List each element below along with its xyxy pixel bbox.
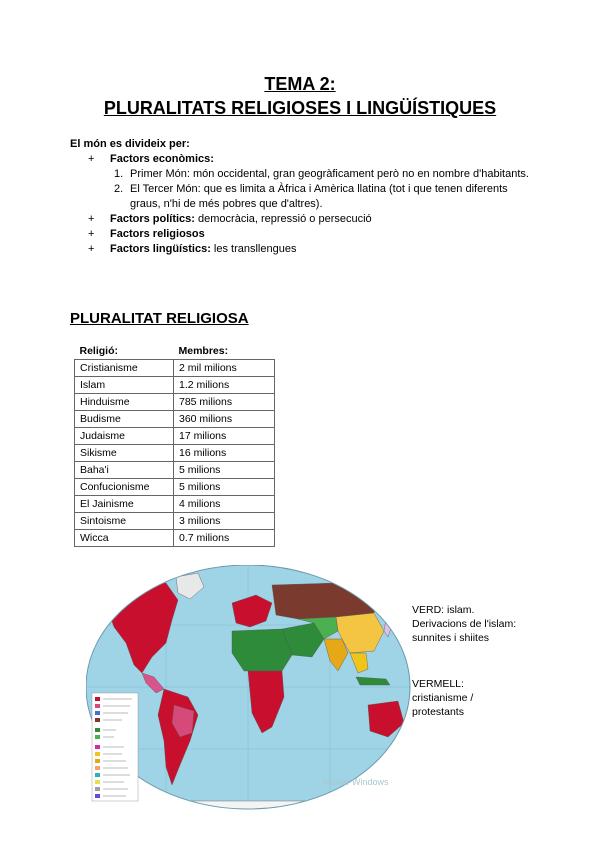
religion-cell: Confucionisme [75,479,174,496]
religion-cell: Sintoisme [75,513,174,530]
table-row [75,513,275,530]
table-header-row [75,343,275,360]
members-cell: 5 milions [174,479,275,496]
map-note-green: VERD: islam. Derivacions de l'islam: sunnites i shiites [412,604,517,644]
legend-swatches [95,697,100,798]
table-row [75,479,275,496]
economic-sublist [70,167,540,212]
map-russia [272,583,376,619]
bullet-plus: + [88,243,95,255]
members-cell: 785 milions [174,394,275,411]
table-row [75,462,275,479]
map-legend [92,693,138,801]
religion-cell: Cristianisme [75,360,174,377]
table-header: Membres: [174,343,275,360]
factor-political: + Factors polítics: democràcia, repressió o persecució [88,213,372,225]
map-note-red: VERMELL: cristianisme / protestants [412,678,474,718]
table-row [75,394,275,411]
bullet-plus: + [88,228,95,240]
bullet-plus: + [88,213,95,225]
religion-table [74,343,275,547]
table-row [75,530,275,547]
factor-label: Factors lingüístics: [110,243,211,255]
members-cell: 5 milions [174,462,275,479]
table-row [75,496,275,513]
map-north-africa [232,629,292,671]
factor-label: Factors polítics: [110,213,195,225]
bullet-plus: + [88,153,95,165]
members-cell: 17 milions [174,428,275,445]
factor-label: Factors religiosos [110,228,205,240]
religion-cell: Budisme [75,411,174,428]
factor-economic [70,152,540,167]
table-row [75,411,275,428]
factor-religious [70,227,540,242]
members-cell: 1.2 milions [174,377,275,394]
members-cell: 0.7 milions [174,530,275,547]
table-row [75,445,275,462]
religion-cell: Hinduisme [75,394,174,411]
factor-linguistic: + Factors lingüístics: les transllengues [88,243,297,255]
religion-cell: El Jainisme [75,496,174,513]
religion-cell: Baha'i [75,462,174,479]
members-cell: 16 milions [174,445,275,462]
sub-item: 1. Primer Món: món occidental, gran geogràficament però no en nombre d'habitants. [114,168,529,180]
world-religions-map [86,565,411,810]
sub-item: 2. El Tercer Món: que es limita a Àfrica i Amèrica llatina (tot i que tenen diferents graus, n'hi de més pobres que d'altres). [114,183,508,210]
members-cell: 4 milions [174,496,275,513]
religion-cell: Judaisme [75,428,174,445]
members-cell: 3 milions [174,513,275,530]
intro-text: El món es divideix per: [70,138,190,150]
page-title-line1: TEMA 2: [264,74,336,94]
page-title-line2: PLURALITATS RELIGIOSES I LINGÜÍSTIQUES [103,98,497,118]
table-header: Religió: [75,343,174,360]
table-row [75,428,275,445]
table-row [75,377,275,394]
factor-label: Factors econòmics: [110,153,214,165]
windows-watermark: Activar Windows [322,777,389,787]
section-title: PLURALITAT RELIGIOSA [70,310,249,327]
religion-cell: Wicca [75,530,174,547]
table-row [75,360,275,377]
religion-cell: Sikisme [75,445,174,462]
members-cell: 2 mil milions [174,360,275,377]
factors-list [70,152,540,257]
members-cell: 360 milions [174,411,275,428]
religion-cell: Islam [75,377,174,394]
